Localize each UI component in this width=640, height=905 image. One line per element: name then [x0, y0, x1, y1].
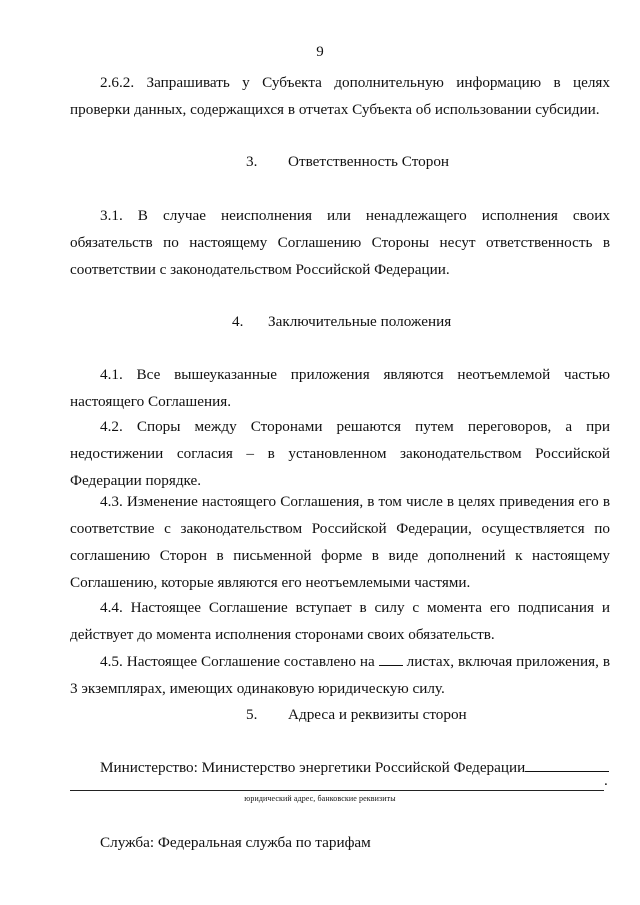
paragraph-4-5-end: листах, включая приложения, в 3 экземплярах, имеющих одинаковую юридическую силу.: [70, 653, 611, 697]
section-number: 5.: [246, 706, 258, 723]
service-line: Служба: Федеральная служба по тарифам: [100, 834, 371, 851]
section-title: Ответственность Сторон: [288, 153, 450, 170]
page-number: 9: [316, 44, 324, 60]
paragraph-3-1: 3.1. В случае неисполнения или ненадлежащего исполнения своих обязательств по настоящему Соглашению Стороны несут ответственность в соответствии с законодательством Российской Федерации.: [70, 207, 610, 278]
trailing-dot: .: [604, 772, 608, 789]
ministry-text: Министерство: Министерство энергетики Российской Федерации: [100, 759, 526, 776]
ministry-blank: [525, 757, 609, 772]
section-number: 3.: [246, 153, 258, 170]
sheet-count-blank: [379, 651, 403, 666]
ministry-line: [70, 754, 610, 781]
section-title: Заключительные положения: [268, 313, 452, 330]
paragraph-4-5: [70, 648, 610, 702]
paragraph-4-3: 4.3. Изменение настоящего Соглашения, в том числе в целях приведения его в соответствие с законодательством Российской Федерации, осуществляется по соглашению Сторон в письменной форме в виде дополнений к настоящему Соглашению, которые являются его неотъемлемыми частями.: [70, 493, 610, 591]
paragraph-4-1: 4.1. Все вышеуказанные приложения являются неотъемлемой частью настоящего Соглашения.: [70, 366, 610, 410]
paragraph-4-5-start: 4.5. Настоящее Соглашение составлено на: [100, 653, 375, 670]
section-number: 4.: [232, 313, 244, 330]
paragraph-4-4: 4.4. Настоящее Соглашение вступает в силу с момента его подписания и действует до момента исполнения сторонами своих обязательств.: [70, 599, 610, 643]
address-hint: юридический адрес, банковские реквизиты: [244, 794, 396, 803]
signature-line: [70, 790, 604, 791]
paragraph-4-2: 4.2. Споры между Сторонами решаются путем переговоров, а при недостижении согласия – в установленном законодательством Российской Федерации порядке.: [70, 418, 610, 489]
section-title: Адреса и реквизиты сторон: [288, 706, 467, 723]
paragraph-2-6-2: 2.6.2. Запрашивать у Субъекта дополнительную информацию в целях проверки данных, содержащихся в отчетах Субъекта об использовании субсидии.: [70, 74, 610, 118]
